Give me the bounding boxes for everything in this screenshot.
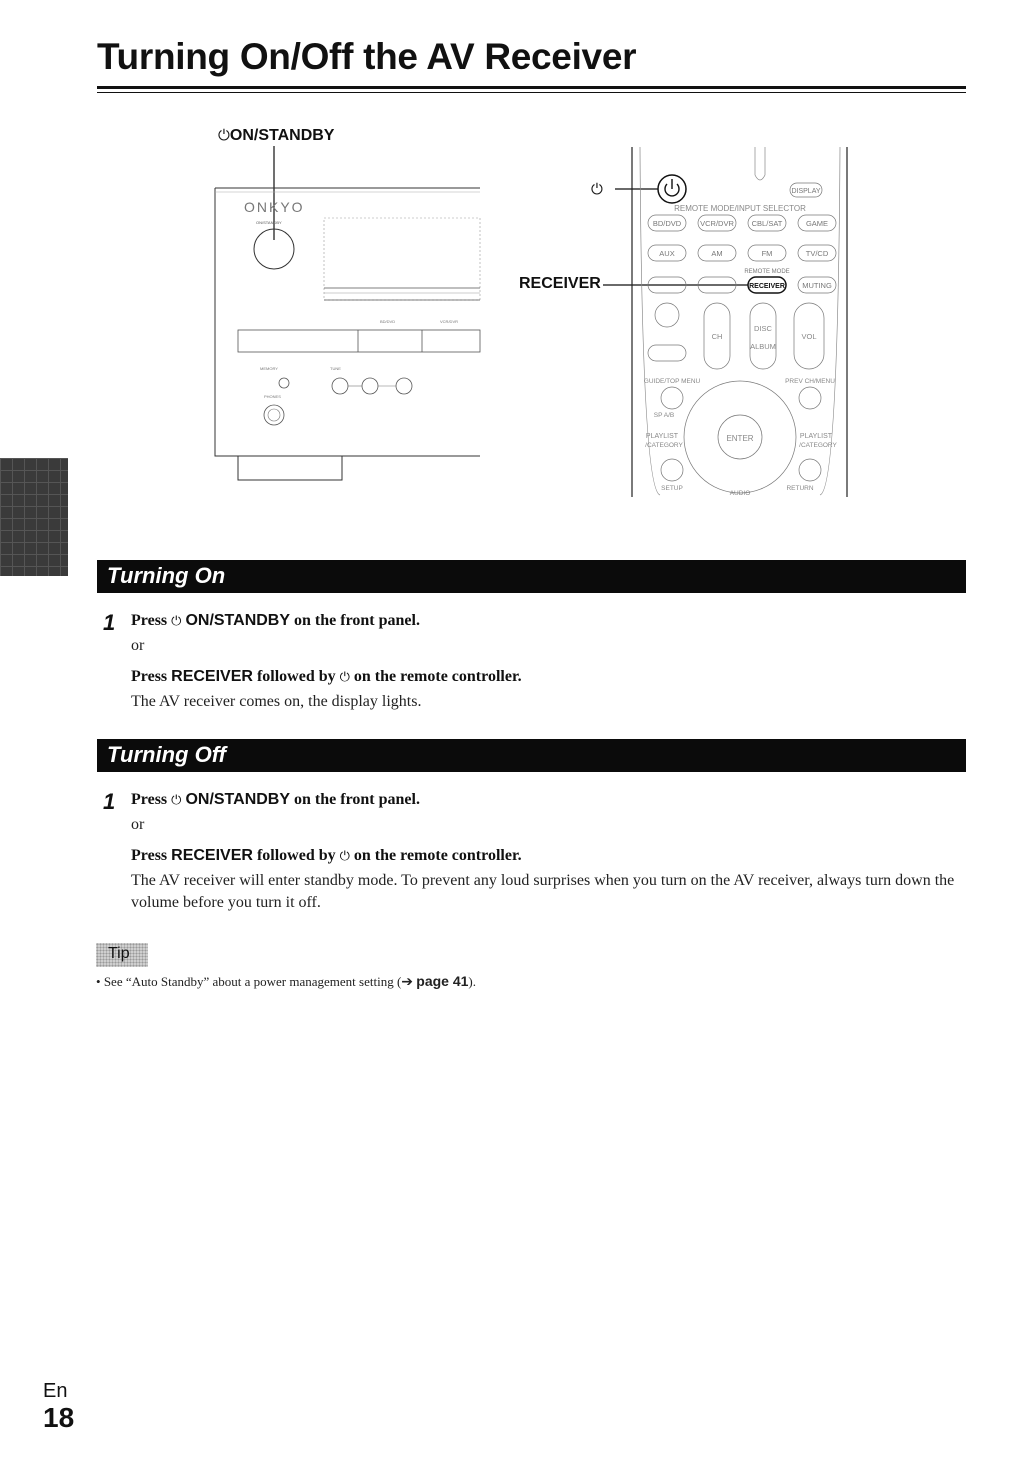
page-title: Turning On/Off the AV Receiver (97, 36, 637, 77)
svg-text:SETUP: SETUP (661, 485, 683, 492)
svg-text:RETURN: RETURN (786, 485, 814, 492)
power-symbol: ⏻ (339, 849, 350, 864)
step-instruction-remote: Press RECEIVER followed by ⏻ on the remote controller. (131, 847, 522, 864)
svg-text:VCR/DVR: VCR/DVR (700, 219, 734, 228)
svg-text:PHONES: PHONES (264, 394, 281, 399)
receiver-front-panel-illustration (200, 140, 490, 500)
svg-text:BD/DVD: BD/DVD (380, 319, 396, 324)
svg-text:BD/DVD: BD/DVD (652, 219, 682, 228)
step-instruction-front-panel: Press ⏻ ON/STANDBY on the front panel. (131, 612, 420, 629)
or-separator: or (131, 816, 145, 833)
svg-text:PLAYLIST: PLAYLIST (645, 433, 679, 440)
svg-text:ENTER: ENTER (726, 434, 754, 443)
section-heading-turning-on: Turning On (97, 560, 966, 593)
svg-text:CBL/SAT: CBL/SAT (751, 219, 783, 228)
svg-text:VOL: VOL (801, 332, 817, 341)
step-number: 1 (103, 610, 116, 635)
remote-receiver-callout: RECEIVER (519, 275, 601, 292)
svg-text:ALBUM: ALBUM (750, 342, 776, 351)
svg-text:MUTING: MUTING (802, 281, 832, 290)
remote-controller-illustration (600, 145, 860, 505)
svg-text:ON/STANDBY: ON/STANDBY (256, 220, 282, 225)
svg-text:MEMORY: MEMORY (260, 366, 278, 371)
svg-text:VCR/DVR: VCR/DVR (440, 319, 459, 324)
svg-text:/CATEGORY: /CATEGORY (799, 442, 837, 449)
or-separator: or (131, 637, 145, 654)
tip-text: • See “Auto Standby” about a power management setting (➔ page 41). (96, 973, 477, 990)
svg-text:DISC: DISC (754, 324, 772, 333)
svg-text:AUDIO: AUDIO (729, 490, 751, 497)
svg-text:TV/CD: TV/CD (805, 249, 829, 258)
step-result: The AV receiver will enter standby mode. To prevent any loud surprises when you turn on the AV receiver, always turn down the volume before you turn it off. (131, 872, 955, 911)
title-rule-thick (97, 86, 966, 89)
svg-text:CH: CH (711, 332, 723, 341)
svg-text:REMOTE MODE/INPUT SELECTOR: REMOTE MODE/INPUT SELECTOR (674, 204, 806, 213)
page-number: 18 (43, 1402, 75, 1433)
section-heading-turning-off: Turning Off (97, 739, 966, 772)
svg-text:SP A/B: SP A/B (653, 412, 675, 419)
step-number: 1 (103, 789, 116, 814)
svg-text:GAME: GAME (805, 219, 829, 228)
svg-text:/CATEGORY: /CATEGORY (645, 442, 683, 449)
svg-text:PLAYLIST: PLAYLIST (799, 433, 833, 440)
svg-text:DISPLAY: DISPLAY (791, 188, 821, 195)
svg-text:GUIDE/TOP MENU: GUIDE/TOP MENU (643, 378, 701, 385)
title-rule-thin (97, 92, 966, 93)
svg-text:FM: FM (761, 249, 773, 258)
svg-text:REMOTE MODE: REMOTE MODE (744, 269, 790, 275)
power-symbol: ⏻ (218, 126, 230, 144)
page-reference-link[interactable]: page 41 (416, 973, 469, 989)
svg-text:AUX: AUX (659, 249, 675, 258)
arrow-icon: ➔ (401, 974, 414, 990)
svg-text:TUNE: TUNE (330, 366, 341, 371)
svg-text:AM: AM (711, 249, 723, 258)
power-symbol: ⏻ (171, 614, 182, 629)
page-language: En (43, 1380, 68, 1402)
step-instruction-remote: Press RECEIVER followed by ⏻ on the remote controller. (131, 668, 522, 685)
step-instruction-front-panel: Press ⏻ ON/STANDBY on the front panel. (131, 791, 420, 808)
step-result: The AV receiver comes on, the display lights. (131, 693, 422, 710)
svg-text:PREV CH/MENU: PREV CH/MENU (785, 378, 835, 385)
svg-text:RECEIVER: RECEIVER (749, 283, 785, 290)
on-standby-callout-label: ON/STANDBY (229, 127, 335, 144)
power-symbol: ⏻ (171, 793, 182, 808)
tip-badge: Tip (96, 943, 148, 967)
side-thumb-tab (0, 458, 68, 576)
remote-power-callout: ⏻ (591, 180, 603, 198)
power-symbol: ⏻ (339, 670, 350, 685)
receiver-brand-logo: ONKYO (244, 199, 305, 215)
